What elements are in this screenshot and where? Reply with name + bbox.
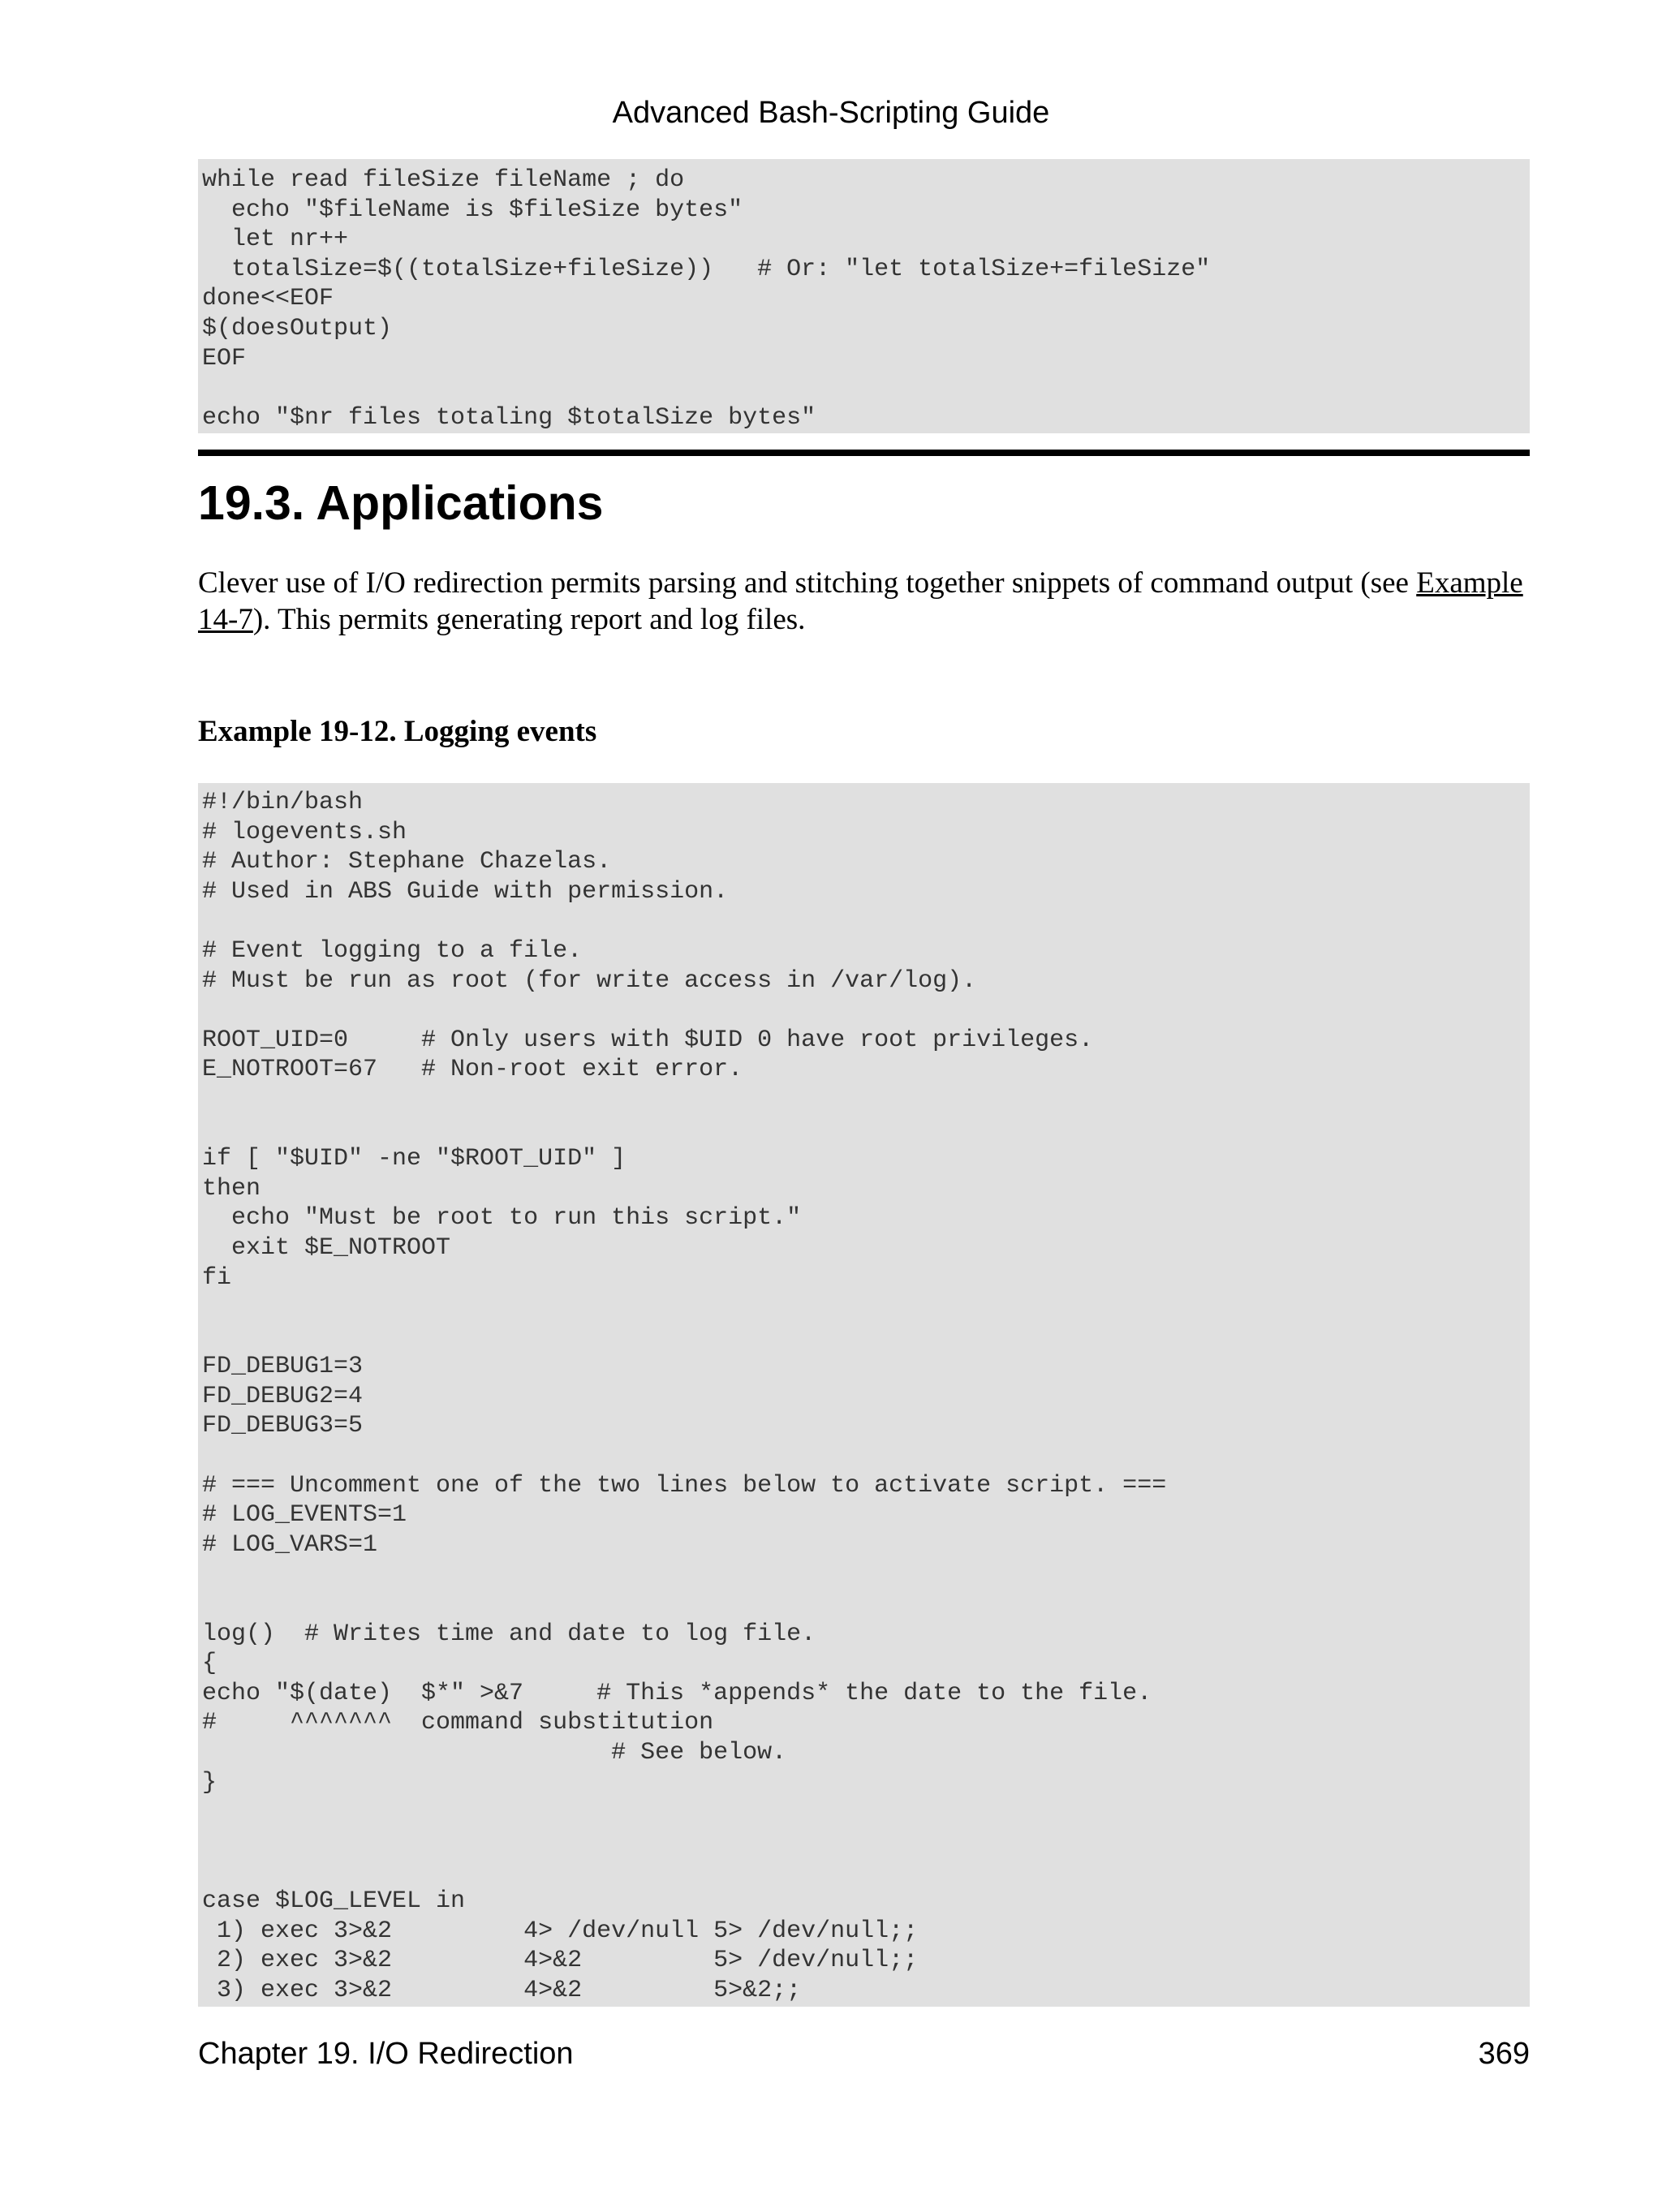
- code-line: 2) exec 3>&2 4>&2 5> /dev/null;;: [202, 1947, 919, 1975]
- code-line: $(doesOutput): [202, 314, 393, 342]
- code-line: {: [202, 1650, 217, 1678]
- code-line: done<<EOF: [202, 285, 334, 313]
- code-line: let nr++: [202, 226, 349, 254]
- code-line: fi: [202, 1263, 232, 1292]
- code-line: while read fileSize fileName ; do: [202, 166, 685, 194]
- code-line: case $LOG_LEVEL in: [202, 1887, 466, 1915]
- code-line: if [ "$UID" -ne "$ROOT_UID" ]: [202, 1145, 626, 1173]
- code-line: log() # Writes time and date to log file.: [202, 1620, 816, 1648]
- section-title: 19.3. Applications: [198, 476, 604, 530]
- code-line: ROOT_UID=0 # Only users with $UID 0 have root privileges.: [202, 1026, 1094, 1054]
- code-line: echo "$nr files totaling $totalSize bytes": [202, 403, 816, 432]
- example-14-7-link[interactable]: Example 14-7: [198, 566, 1523, 636]
- intro-paragraph: [198, 565, 1530, 638]
- code-line: #!/bin/bash: [202, 789, 364, 816]
- code-line: FD_DEBUG3=5: [202, 1412, 364, 1440]
- code-line: # Must be run as root (for write access in /var/log).: [202, 966, 977, 995]
- code-line: exit $E_NOTROOT: [202, 1233, 451, 1262]
- code-line: # Event logging to a file.: [202, 936, 583, 965]
- code-block-logevents: [198, 783, 1530, 2007]
- running-header: Advanced Bash-Scripting Guide: [612, 96, 1050, 130]
- code-line: # ^^^^^^^ command substitution: [202, 1709, 714, 1737]
- section-divider: [198, 450, 1530, 456]
- code-line: totalSize=$((totalSize+fileSize)) # Or: "let totalSize+=fileSize": [202, 255, 1211, 283]
- code-line: then: [202, 1174, 261, 1203]
- code-line: echo "Must be root to run this script.": [202, 1204, 802, 1233]
- code-line: # See below.: [202, 1739, 787, 1767]
- code-line: # === Uncomment one of the two lines below to activate script. ===: [202, 1471, 1167, 1500]
- code-line: EOF: [202, 344, 247, 372]
- code-line: echo "$fileName is $fileSize bytes": [202, 196, 743, 224]
- code-line: # LOG_EVENTS=1: [202, 1501, 407, 1530]
- page-number: 369: [1478, 2037, 1530, 2071]
- example-title: Example 19-12. Logging events: [198, 715, 597, 748]
- paragraph-text-before: Clever use of I/O redirection permits parsing and stitching together snippets of command output (see: [198, 566, 1417, 600]
- code-line: # logevents.sh: [202, 818, 407, 846]
- code-line: 1) exec 3>&2 4> /dev/null 5> /dev/null;;: [202, 1917, 919, 1945]
- code-block-top: [198, 159, 1530, 433]
- code-line: 3) exec 3>&2 4>&2 5>&2;;: [202, 1976, 802, 2004]
- code-line: }: [202, 1768, 217, 1797]
- code-line: E_NOTROOT=67 # Non-root exit error.: [202, 1056, 743, 1084]
- code-line: # Author: Stephane Chazelas.: [202, 848, 612, 876]
- code-line: # LOG_VARS=1: [202, 1530, 378, 1559]
- code-line: echo "$(date) $*" >&7 # This *appends* the date to the file.: [202, 1679, 1152, 1707]
- footer-chapter: Chapter 19. I/O Redirection: [198, 2037, 574, 2071]
- code-line: FD_DEBUG2=4: [202, 1382, 364, 1410]
- paragraph-text-after: ). This permits generating report and log files.: [252, 603, 806, 636]
- code-line: # Used in ABS Guide with permission.: [202, 877, 729, 906]
- code-line: FD_DEBUG1=3: [202, 1353, 364, 1381]
